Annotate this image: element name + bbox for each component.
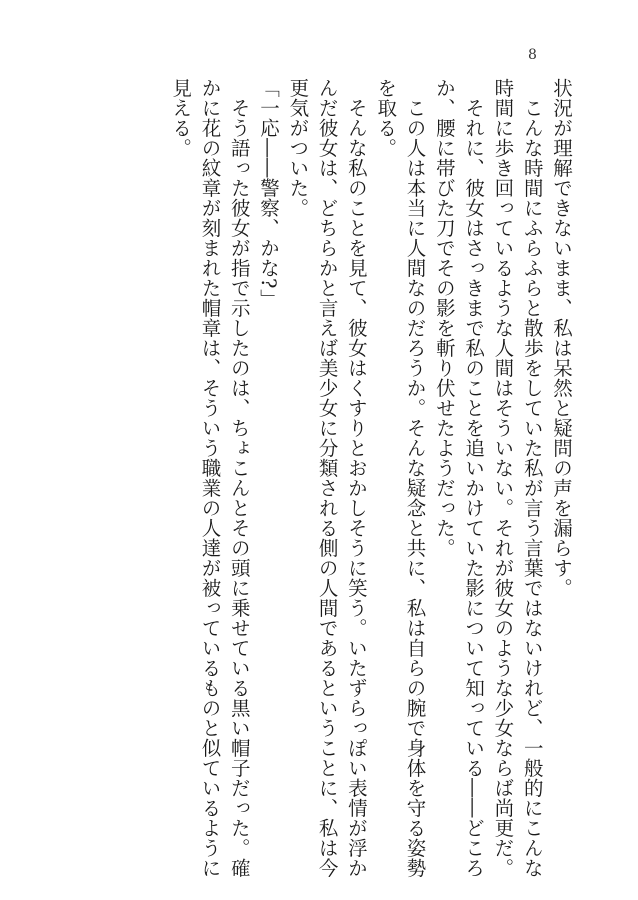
paragraph-2: こんな時間にふらふらと散歩をしていた私が言う言葉ではないけれど、一般的にこんな時間に歩き回っているような人間はそういない。それが彼女のような少女ならば尚更だ。 [491, 78, 544, 878]
paragraph-3: それに、彼女はさっきまで私のことを追いかけていた影について知っている――どころか、腰に帯びた刀でその影を斬り伏せたようだった。 [432, 78, 486, 878]
novel-text-body [36, 78, 576, 878]
dialogue-line: 「一応――警察、かな?」 [257, 78, 281, 309]
paragraph-4: この人は本当に人間なのだろうか。そんな疑念と共に、私は自らの腕で身体を守る姿勢を取る。 [374, 78, 427, 878]
paragraph-1: 状況が理解できないまま、私は呆然と疑問の声を漏らす。 [550, 78, 573, 598]
paragraph-7: そう語った彼女が指で示したのは、ちょこんとその頭に乗せている黒い帽子だった。確かに花の紋章が刻まれた帽章は、そういう職業の人達が被っているものと似ているように見える。 [169, 78, 251, 878]
paragraph-5: そんな私のことを見て、彼女はくすりとおかしそうに笑う。いたずらっぽい表情が浮かんだ彼女は、どちらかと言えば美少女に分類される側の人間であるということに、私は今更気がついた。 [286, 78, 368, 878]
page-number: 8 [528, 47, 537, 63]
